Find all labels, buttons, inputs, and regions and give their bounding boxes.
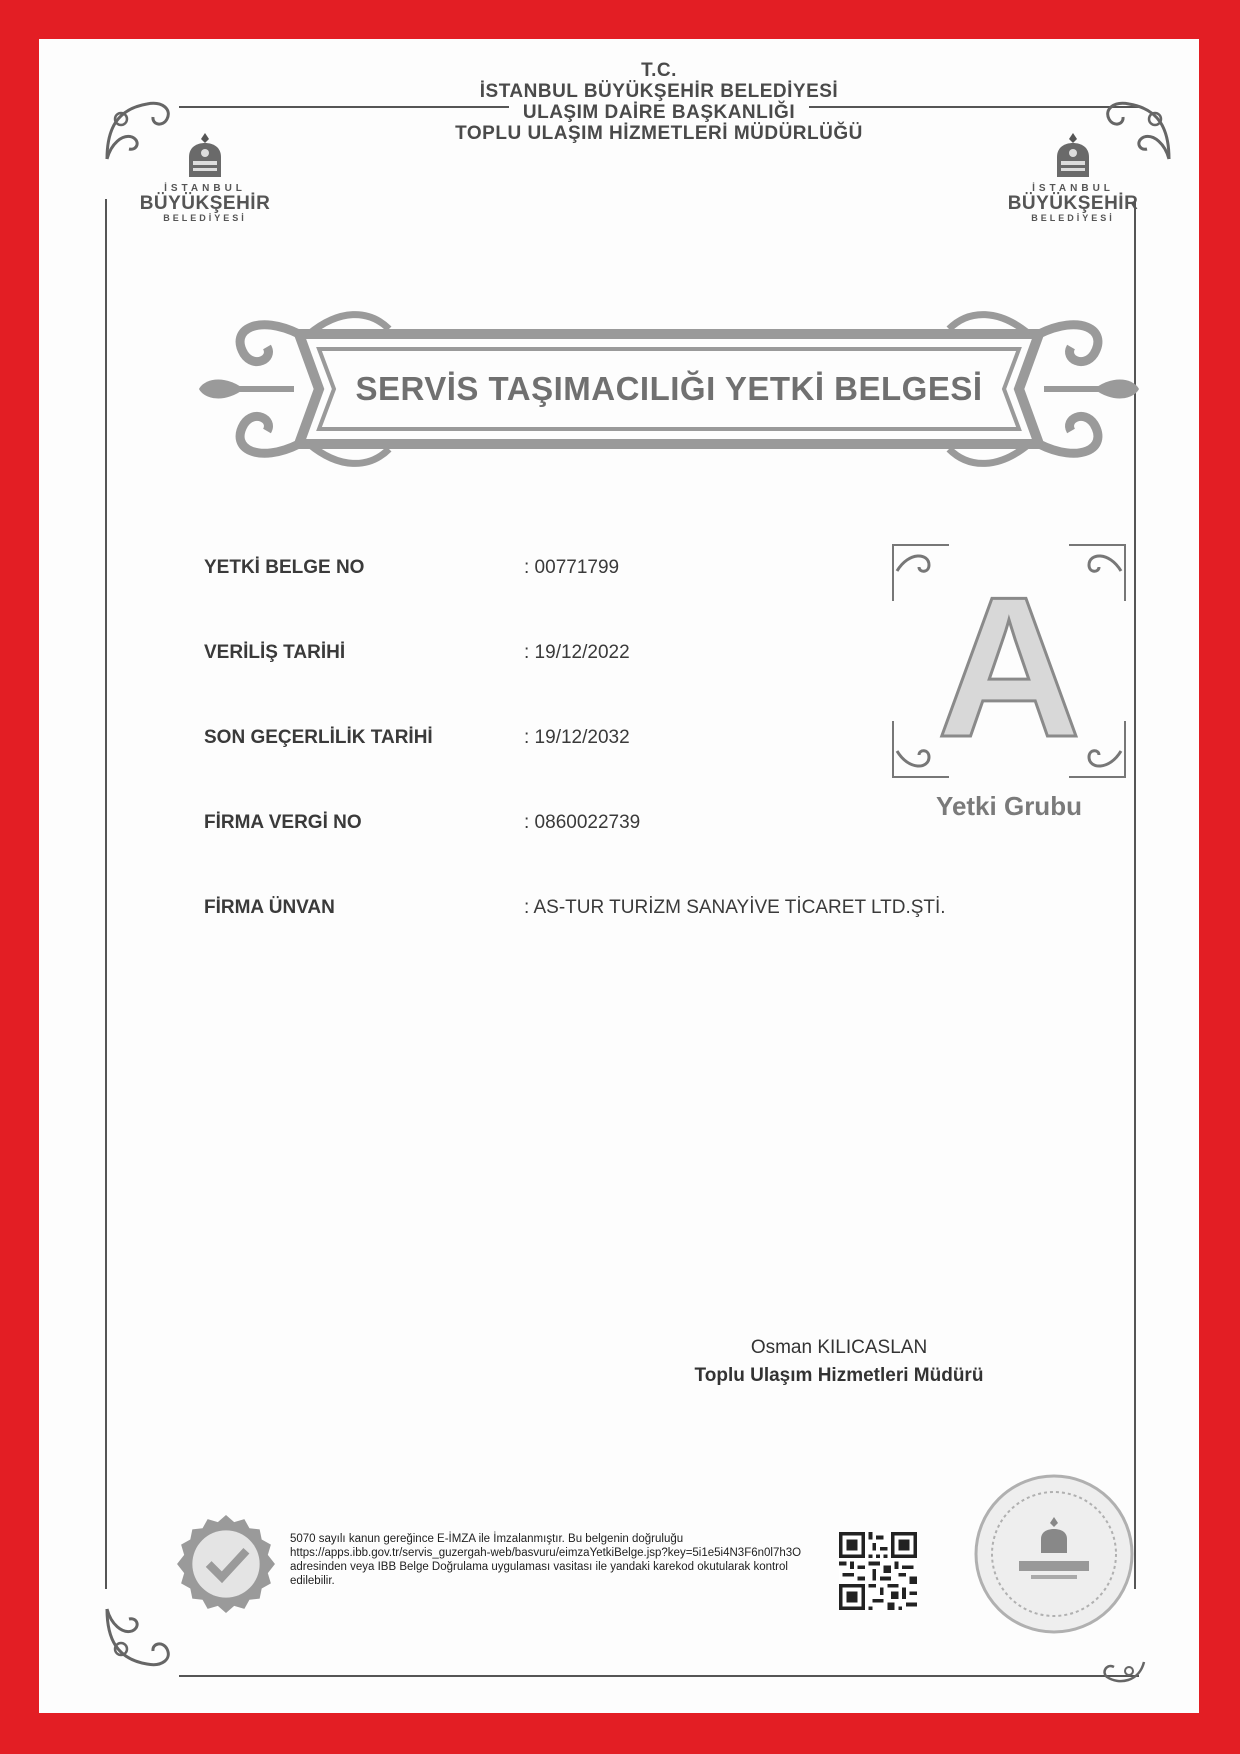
municipality-stamp-icon: [969, 1469, 1139, 1639]
e-signature-note: 5070 sayılı kanun gereğince E-İMZA ile İmzalanmıştır. Bu belgenin doğruluğu https://apps.ibb.gov.tr/servis_guzergah-web/basvuru/eimzaYetkiBelge.jsp?key=5i1e5i4N3F6n0l7h3O adresinden veya IBB Belge Doğrulama uygulaması vasitası ile yandaki karekod okutularak kontrol edilebilir.: [290, 1533, 802, 1587]
corner-ornament-icon: [97, 1599, 177, 1679]
certificate-page: [39, 39, 1199, 1713]
field-value: : 19/12/2032: [524, 727, 630, 748]
signer-role: Toplu Ulaşım Hizmetleri Müdürü: [694, 1365, 984, 1386]
logo-text-belediyesi: BELEDİYESİ: [163, 213, 247, 223]
grade-caption: Yetki Grubu: [936, 791, 1082, 821]
header-line-tc: T.C.: [641, 60, 677, 81]
logo-text-buyuksehir: BÜYÜKŞEHİR: [1007, 193, 1139, 214]
title-banner: [189, 289, 1149, 489]
grade-letter: A: [936, 556, 1082, 779]
logo-text-istanbul: İSTANBUL: [164, 183, 246, 194]
field-value: : 00771799: [524, 557, 620, 578]
logo-text-buyuksehir: BÜYÜKŞEHİR: [139, 193, 271, 214]
field-label: FİRMA VERGİ NO: [204, 812, 362, 833]
header-line-municipality: İSTANBUL BÜYÜKŞEHİR BELEDİYESİ: [479, 81, 839, 102]
field-label: YETKİ BELGE NO: [204, 557, 365, 578]
istanbul-emblem-icon: [183, 131, 227, 181]
signature-block: [639, 1337, 1039, 1387]
corner-ornament-icon: [1099, 1657, 1149, 1687]
logo-text-istanbul: İSTANBUL: [1032, 183, 1114, 194]
logo-text-belediyesi: BELEDİYESİ: [1031, 213, 1115, 223]
qr-code-icon[interactable]: [839, 1532, 917, 1610]
field-label: FİRMA ÜNVAN: [204, 897, 335, 918]
field-value: : 19/12/2022: [524, 642, 630, 663]
field-row-firma-unvan: [204, 897, 1024, 927]
signer-name: Osman KILICASLAN: [750, 1337, 928, 1358]
header-line-department: ULAŞIM DAİRE BAŞKANLIĞI: [522, 102, 796, 123]
issuer-header: [439, 61, 879, 144]
authorization-group-badge: [889, 541, 1129, 781]
municipality-logo-right: [1003, 131, 1143, 223]
header-line-directorate: TOPLU ULAŞIM HİZMETLERİ MÜDÜRLÜĞÜ: [455, 123, 863, 144]
document-title: SERVİS TAŞIMACILIĞI YETKİ BELGESİ: [355, 370, 983, 407]
field-label: SON GEÇERLİLİK TARİHİ: [204, 727, 433, 748]
checkmark-seal-icon: [175, 1513, 277, 1615]
border-bottom-line: [179, 1675, 1139, 1677]
border-left-line: [105, 199, 107, 1589]
field-label: VERİLİŞ TARİHİ: [204, 642, 346, 663]
field-value: : AS-TUR TURİZM SANAYİVE TİCARET LTD.ŞTİ.: [524, 897, 946, 918]
municipality-logo-left: [135, 131, 275, 223]
field-value: : 0860022739: [524, 812, 641, 833]
istanbul-emblem-icon: [1051, 131, 1095, 181]
